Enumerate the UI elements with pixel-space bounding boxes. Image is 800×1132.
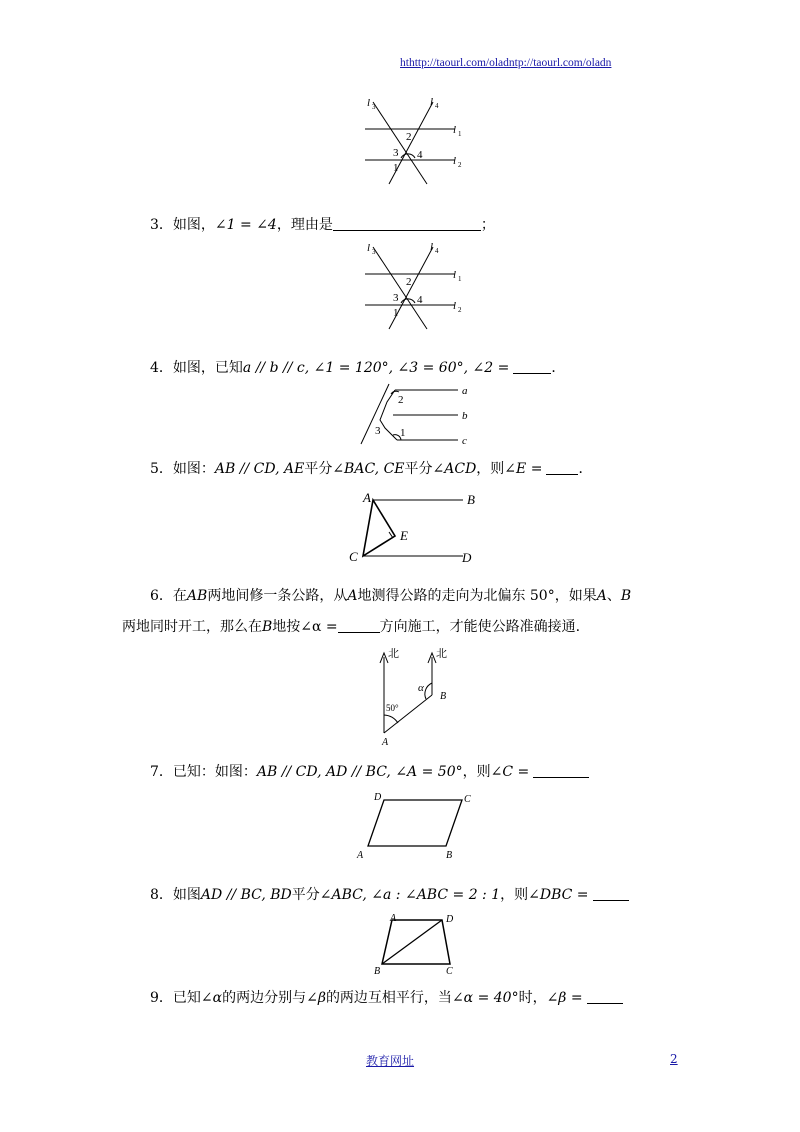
label-A: A (357, 850, 364, 861)
angle-50-label: 50° (386, 703, 399, 713)
q6-text-1: 6．在 (150, 588, 187, 604)
q3-text: 如图， (172, 217, 215, 233)
label-l3-sub: 3 (372, 248, 376, 256)
north-label-2: 北 (436, 648, 447, 660)
label-B: B (374, 966, 381, 977)
angle-4-label: 4 (417, 294, 423, 306)
label-l4-sub: 4 (435, 247, 439, 255)
q8-math-3: ∠DBC = (528, 887, 589, 903)
parallel-lines-figure-1 (355, 92, 475, 188)
q5-answer-blank[interactable] (546, 460, 578, 475)
label-l1: l (453, 269, 457, 281)
q6-text-3: 地测得公路的走向为北偏东 50°，如果 (357, 588, 597, 604)
q9-math-3: ∠α = 40° (451, 990, 519, 1006)
question-6-line-2 (122, 617, 580, 637)
footer-link[interactable]: 教育网址 (366, 1054, 415, 1068)
label-c: c (462, 435, 467, 447)
q4-math: a // b // c, ∠1 = 120°, ∠3 = 60°, ∠2 = (242, 360, 510, 376)
q8-text-2: 平分 (291, 887, 320, 903)
q4-text: 如图，已知 (172, 360, 243, 376)
label-l1: l (453, 124, 457, 136)
q9-text-3: 的两边互相平行，当 (325, 990, 452, 1006)
q3-number: 3． (150, 217, 173, 233)
q7-answer-blank[interactable] (533, 763, 589, 778)
q3-answer-blank[interactable] (333, 216, 481, 231)
q3-math: ∠1 = ∠4 (214, 217, 277, 233)
label-l4: l (430, 241, 434, 253)
angle-2-label: 2 (406, 131, 412, 143)
q7-text: 已知：如图： (172, 764, 257, 780)
label-l2-sub: 2 (458, 161, 462, 169)
question-3 (150, 215, 495, 235)
label-B: B (467, 492, 475, 507)
angle-3-label: 3 (375, 425, 381, 437)
angle-3-label: 3 (393, 292, 399, 304)
label-l4: l (430, 96, 434, 108)
label-l3: l (367, 97, 371, 109)
question-5 (150, 459, 592, 479)
q6-answer-blank[interactable] (338, 618, 380, 633)
q6-text-6: 方向施工，才能使公路准确接通. (379, 619, 581, 635)
label-b: b (462, 410, 468, 422)
q8-text: 如图 (172, 887, 201, 903)
q9-number: 9． (150, 990, 173, 1006)
q8-math-2: ∠ABC, ∠a : ∠ABC = 2 : 1 (319, 887, 501, 903)
header-url-link[interactable]: hthttp://taourl.com/oladntp://taourl.com/oladn (400, 57, 612, 69)
label-A: A (382, 737, 389, 748)
angle-3-label: 3 (393, 147, 399, 159)
q8-number: 8． (150, 887, 173, 903)
q5-end: ． (578, 461, 593, 477)
q5-text: 如图： (172, 461, 215, 477)
label-B: B (446, 850, 453, 861)
angle-1-label: 1 (393, 162, 399, 174)
q5-text-3: 平分 (404, 461, 433, 477)
label-E: E (400, 528, 408, 543)
q9-text-4: 时， (518, 990, 547, 1006)
angle-1-label: 1 (400, 427, 406, 439)
angle-4-label: 4 (417, 149, 423, 161)
page-number: 2 (670, 1052, 678, 1066)
q4-answer-blank[interactable] (513, 359, 551, 374)
q6-text-4: 两地同时开工，那么在 (122, 619, 262, 635)
q6-math-b: B (620, 588, 632, 604)
question-4 (150, 358, 565, 378)
question-7 (150, 762, 589, 782)
q8-text-3: ，则 (500, 887, 529, 903)
label-C: C (446, 966, 453, 977)
north-label-1: 北 (388, 648, 399, 660)
question-9 (150, 988, 623, 1008)
parallel-lines-figure-2 (355, 237, 475, 333)
q9-math-2: ∠β (306, 990, 326, 1006)
label-D: D (374, 792, 382, 803)
q5-number: 5． (150, 461, 173, 477)
q3-end: ； (480, 217, 495, 233)
ab-cd-triangle-figure (345, 488, 485, 568)
question-6-line-1 (150, 586, 631, 606)
trapezoid-figure (370, 908, 470, 978)
q6-text-2: 两地间修一条公路，从 (207, 588, 348, 604)
label-l2: l (453, 300, 457, 312)
angle-2-label: 2 (398, 394, 404, 406)
q4-end: ． (551, 360, 566, 376)
q9-text-1: 已知 (172, 990, 201, 1006)
label-a: a (462, 385, 468, 397)
label-C: C (464, 794, 471, 805)
q6-math-a2: A (596, 588, 607, 604)
q8-math-1: AD // BC, BD (200, 887, 292, 903)
label-A: A (390, 913, 397, 924)
parallelogram-figure (352, 788, 482, 863)
alpha-label: α (418, 682, 424, 694)
q6-text-5: 地按∠α = (272, 619, 338, 635)
q7-math: AB // CD, AD // BC, ∠A = 50° (256, 764, 463, 780)
north-bearing-figure (370, 643, 480, 748)
q7-math-2: ∠C = (490, 764, 530, 780)
label-A: A (363, 490, 371, 505)
q5-math-2: ∠BAC, CE (332, 461, 405, 477)
abc-parallel-figure (355, 382, 485, 448)
label-D: D (462, 550, 472, 565)
q6-sep: 、 (606, 588, 621, 604)
q3-text2: ，理由是 (276, 217, 333, 233)
label-l2: l (453, 155, 457, 167)
q9-math-4: ∠β = (546, 990, 583, 1006)
q5-math-1: AB // CD, AE (214, 461, 305, 477)
angle-2-label: 2 (406, 276, 412, 288)
q8-answer-blank[interactable] (593, 886, 629, 901)
label-l3: l (367, 242, 371, 254)
label-D: D (446, 914, 454, 925)
q5-text-4: ，则 (476, 461, 505, 477)
q7-number: 7． (150, 764, 173, 780)
q7-text-2: ，则 (462, 764, 491, 780)
question-8 (150, 885, 629, 905)
label-l2-sub: 2 (458, 306, 462, 314)
q5-math-4: ∠E = (504, 461, 543, 477)
q6-math-ab: AB (186, 588, 208, 604)
label-l3-sub: 3 (372, 103, 376, 111)
label-l4-sub: 4 (435, 102, 439, 110)
q9-text-2: 的两边分别与 (222, 990, 307, 1006)
q5-math-3: ∠ACD (432, 461, 477, 477)
label-l1-sub: 1 (458, 130, 462, 138)
label-l1-sub: 1 (458, 275, 462, 283)
q5-text-2: 平分 (304, 461, 333, 477)
angle-1-label: 1 (393, 307, 399, 319)
q9-answer-blank[interactable] (587, 989, 623, 1004)
label-B: B (440, 691, 447, 702)
q4-number: 4． (150, 360, 173, 376)
label-C: C (349, 549, 358, 564)
q6-math-a: A (347, 588, 358, 604)
q6-math-b2: B (262, 619, 273, 635)
q9-math-1: ∠α (200, 990, 223, 1006)
